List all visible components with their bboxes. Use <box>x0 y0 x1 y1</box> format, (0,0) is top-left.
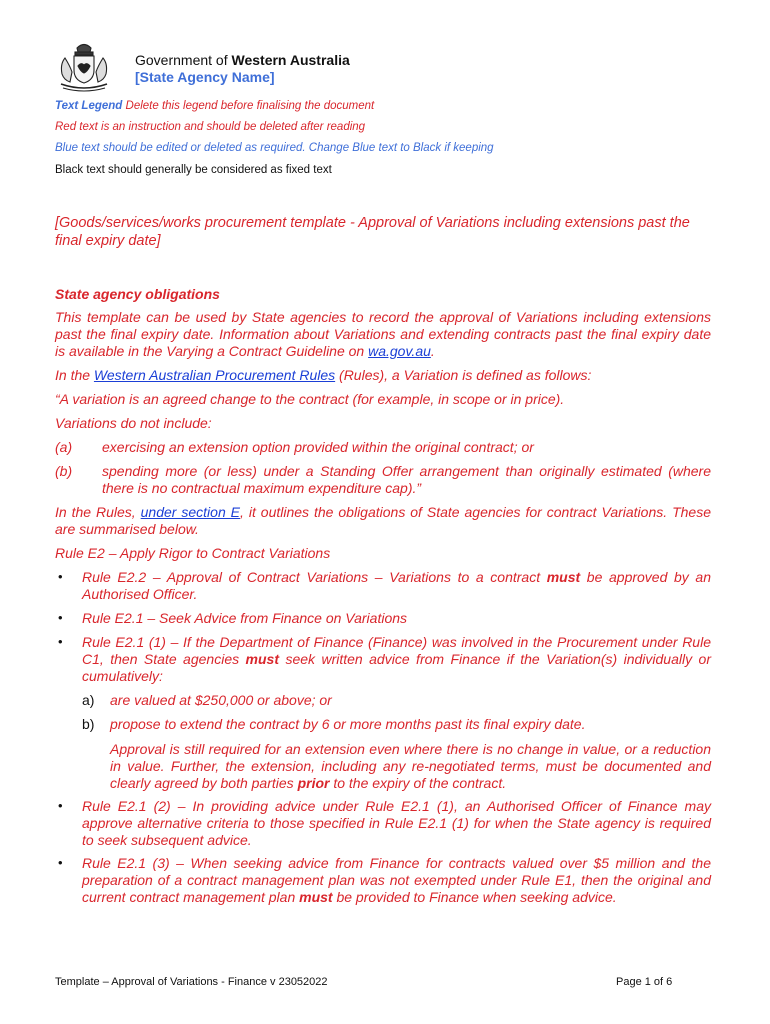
section-e-end: , it outlines the obligations of State agencies for contract Variations. These are summarised below. <box>55 504 711 537</box>
legend-title-line <box>55 100 374 112</box>
approval-bold: prior <box>297 775 330 791</box>
sub-b-label: b) <box>82 716 95 732</box>
approval-note <box>110 741 711 792</box>
intro-text: This template can be used by State agencies to record the approval of Variations including extensions past the final expiry date. Information about Variations and extending contracts past the final expiry date is available in the Varying a Contract Guideline on <box>55 309 711 359</box>
legend-title-rest: Delete this legend before finalising the document <box>122 100 375 112</box>
b3-pre: Rule E2.1 (1) – If the Department of Finance (Finance) was involved in the Procurement under Rule C1, then State agencies <box>82 634 711 667</box>
item-a-text: exercising an extension option provided within the original contract; or <box>102 439 534 455</box>
agency-name: [State Agency Name] <box>135 69 275 85</box>
intro-end: . <box>430 343 435 359</box>
item-a-label: (a) <box>55 439 73 455</box>
approval-post: to the expiry of the contract. <box>329 775 507 791</box>
wa-gov-link[interactable]: wa.gov.au <box>368 343 431 359</box>
wa-coat-of-arms-icon <box>55 40 113 94</box>
b1-pre: Rule E2.2 – Approval of Contract Variations – Variations to a contract <box>82 569 547 585</box>
sub-a-text: are valued at $250,000 or above; or <box>110 692 332 708</box>
b5-post: be provided to Finance when seeking advice. <box>332 889 617 905</box>
rules-start: In the <box>55 367 94 383</box>
bullet-rule-e2-2 <box>82 569 711 603</box>
bullet-marker: • <box>58 855 63 870</box>
paragraph-exclusions: Variations do not include: <box>55 415 212 431</box>
sub-b-text: propose to extend the contract by 6 or more months past its final expiry date. <box>110 716 586 732</box>
rules-end: (Rules), a Variation is defined as follows: <box>335 367 592 383</box>
gov-state: Western Australia <box>231 52 350 68</box>
approval-pre: Approval is still required for an extension even where there is no change in value, or a reduction in value. Further, the extension, including any re-negotiated terms, must be documented and clearly agreed by both parties <box>110 741 711 791</box>
legend-title: Text Legend <box>55 100 123 112</box>
legend-red-line: Red text is an instruction and should be deleted after reading <box>55 121 366 133</box>
b3-post: seek written advice from Finance if the Variation(s) individually or cumulatively: <box>82 651 711 684</box>
bullet-marker: • <box>58 569 63 584</box>
bullet-rule-e2-1-2: Rule E2.1 (2) – In providing advice under Rule E2.1 (1), an Authorised Officer of Finance may approve alternative criteria to those specified in Rule E2.1 (1) for when the State agency is required to seek subsequent advice. <box>82 798 711 848</box>
bullet-marker: • <box>58 610 63 625</box>
legend-black-line: Black text should generally be considered as fixed text <box>55 164 332 176</box>
b1-post: be approved by an Authorised Officer. <box>82 569 711 602</box>
legend-blue-line: Blue text should be edited or deleted as required. Change Blue text to Black if keeping <box>55 142 494 154</box>
bullet-rule-e2-1-1 <box>82 634 711 685</box>
section-e-start: In the Rules, <box>55 504 141 520</box>
sub-a-label: a) <box>82 692 95 708</box>
paragraph-rules <box>55 367 711 384</box>
b1-bold: must <box>546 569 581 585</box>
item-b-label: (b) <box>55 463 73 479</box>
gov-prefix: Government of <box>135 52 232 68</box>
section-heading: State agency obligations <box>55 286 220 302</box>
b3-bold: must <box>245 651 279 667</box>
bullet-rule-e2-1: Rule E2.1 – Seek Advice from Finance on Variations <box>82 610 408 626</box>
paragraph-section-e <box>55 504 711 538</box>
item-b-text: spending more (or less) under a Standing Offer arrangement than originally estimated (where there is no contractual maximum expenditure cap).” <box>102 463 711 496</box>
bullet-rule-e2-1-3 <box>82 855 711 906</box>
b5-bold: must <box>299 889 333 905</box>
b5-pre: Rule E2.1 (3) – When seeking advice from Finance for contracts valued over $5 million and the preparation of a contract management plan was not exempted under Rule E1, then the original and current contract management plan <box>82 855 711 905</box>
paragraph-intro <box>55 309 711 360</box>
section-e-link[interactable]: under section E <box>140 504 241 520</box>
procurement-rules-link[interactable]: Western Australian Procurement Rules <box>93 367 336 383</box>
bullet-marker: • <box>58 798 63 813</box>
bullet-marker: • <box>58 634 63 649</box>
rule-heading: Rule E2 – Apply Rigor to Contract Variations <box>55 545 331 561</box>
document-title: [Goods/services/works procurement template - Approval of Variations including extensions past the final expiry date] <box>55 215 690 249</box>
paragraph-definition: “A variation is an agreed change to the contract (for example, in scope or in price). <box>55 391 565 407</box>
footer-template-name: Template – Approval of Variations - Finance v 23052022 <box>55 976 328 988</box>
government-line <box>135 52 350 68</box>
footer-page-number: Page 1 of 6 <box>616 976 673 988</box>
